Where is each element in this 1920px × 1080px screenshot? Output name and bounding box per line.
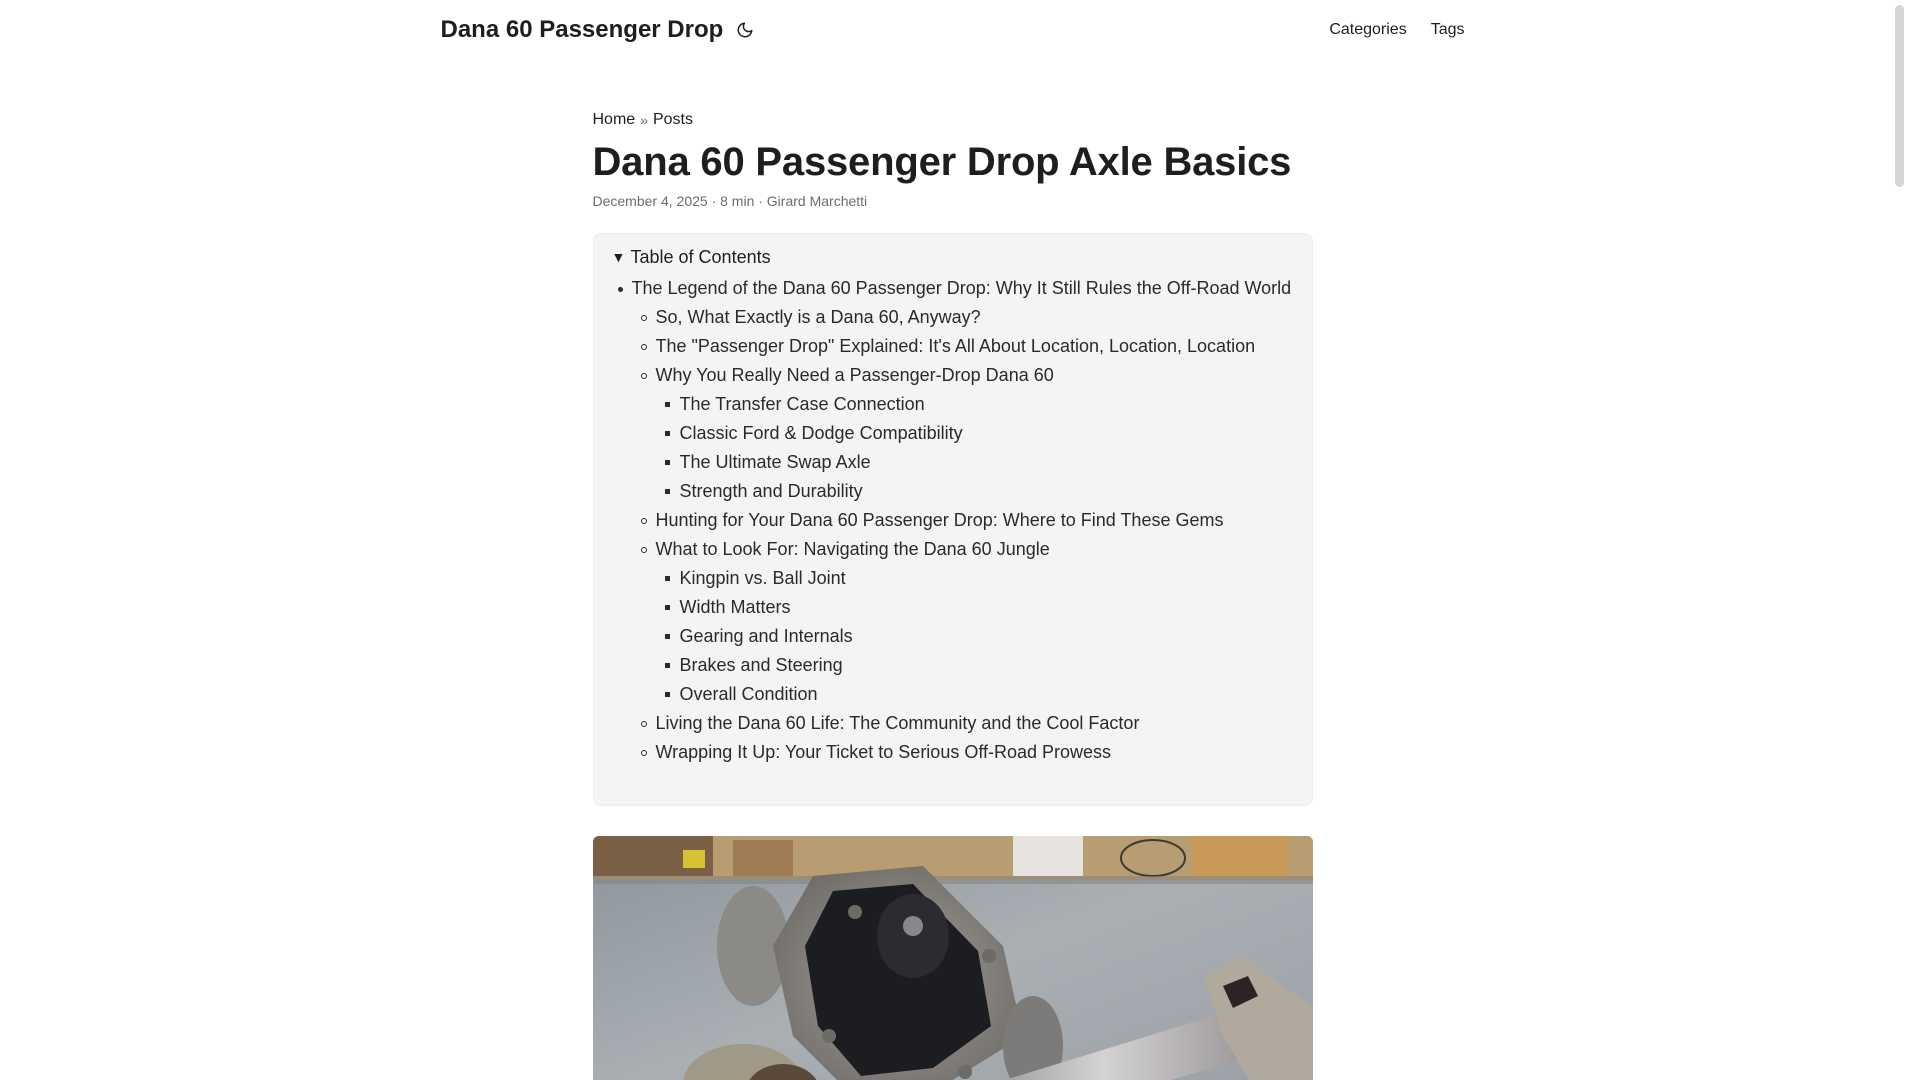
main-menu — [1329, 0, 1464, 60]
toc-item — [656, 332, 1294, 361]
toc-sublist — [656, 390, 1294, 506]
toc-link[interactable]: Living the Dana 60 Life: The Community and the Cool Factor — [655, 713, 1140, 733]
breadcrumb — [593, 109, 1313, 131]
toc-item — [680, 622, 1294, 651]
disclosure-triangle-icon: ▼ — [611, 249, 626, 265]
toc-item — [632, 274, 1294, 767]
tags-link[interactable]: Tags — [1430, 21, 1465, 38]
site-header — [0, 0, 1905, 60]
breadcrumb-posts[interactable]: Posts — [652, 111, 693, 128]
toc-item — [680, 593, 1294, 622]
toc-item — [680, 477, 1294, 506]
logo-switches — [441, 0, 756, 60]
breadcrumb-home[interactable]: Home — [592, 111, 636, 128]
main-content — [593, 60, 1313, 1080]
categories-link[interactable]: Categories — [1329, 21, 1407, 38]
breadcrumb-separator: » — [640, 112, 648, 128]
nav-bar — [441, 0, 1465, 60]
toc-summary-label: Table of Contents — [630, 246, 771, 267]
page-title: Dana 60 Passenger Drop Axle Basics — [592, 140, 1292, 184]
toc-link[interactable]: Classic Ford & Dodge Compatibility — [679, 423, 963, 443]
scrollbar-thumb[interactable] — [1895, 5, 1904, 187]
site-title-link[interactable]: Dana 60 Passenger Drop — [440, 16, 724, 43]
toc-item — [656, 303, 1294, 332]
toc-link[interactable]: Wrapping It Up: Your Ticket to Serious Off-Road Prowess — [655, 742, 1112, 762]
toc-link[interactable]: Why You Really Need a Passenger-Drop Dana 60 — [655, 365, 1054, 385]
toc-link[interactable]: What to Look For: Navigating the Dana 60 Jungle — [655, 539, 1050, 559]
toc-item — [680, 564, 1294, 593]
toc-toggle[interactable] — [612, 245, 1294, 269]
toc-item — [680, 680, 1294, 709]
toc-item — [680, 651, 1294, 680]
toc-item — [656, 506, 1294, 535]
toc-link[interactable]: Width Matters — [679, 597, 791, 617]
toc-link[interactable]: The Transfer Case Connection — [679, 394, 925, 414]
toc-sublist — [632, 303, 1294, 767]
toc-item — [656, 709, 1294, 738]
toc-list — [612, 274, 1294, 767]
toc-link[interactable]: So, What Exactly is a Dana 60, Anyway? — [655, 307, 981, 327]
menu-item-categories — [1329, 0, 1406, 60]
toc-link[interactable]: Kingpin vs. Ball Joint — [679, 568, 846, 588]
cover-image — [593, 836, 1313, 1080]
toc-item — [680, 419, 1294, 448]
toc-link[interactable]: The "Passenger Drop" Explained: It's All About Location, Location, Location — [655, 336, 1256, 356]
menu-item-tags — [1431, 0, 1465, 60]
toc-item — [656, 738, 1294, 767]
toc-item — [680, 448, 1294, 477]
axle-photo — [593, 836, 1313, 1080]
toc-sublist — [656, 564, 1294, 709]
toc-link[interactable]: Overall Condition — [679, 684, 818, 704]
toc-link[interactable]: Gearing and Internals — [679, 626, 853, 646]
page-scrollbar[interactable] — [1890, 0, 1905, 1080]
toc-item — [656, 535, 1294, 709]
toc-link-legend[interactable]: The Legend of the Dana 60 Passenger Drop: Why It Still Rules the Off-Road World — [631, 278, 1292, 298]
toc-link[interactable]: Brakes and Steering — [679, 655, 843, 675]
post-meta: December 4, 2025 · 8 min · Girard Marchetti — [592, 193, 868, 209]
toc-item — [656, 361, 1294, 506]
table-of-contents — [593, 233, 1313, 806]
toc-link[interactable]: Hunting for Your Dana 60 Passenger Drop: Where to Find These Gems — [655, 510, 1224, 530]
toc-item — [680, 390, 1294, 419]
moon-icon — [736, 21, 754, 39]
toc-link[interactable]: Strength and Durability — [679, 481, 863, 501]
theme-toggle-button[interactable] — [735, 20, 755, 40]
toc-link[interactable]: The Ultimate Swap Axle — [679, 452, 871, 472]
